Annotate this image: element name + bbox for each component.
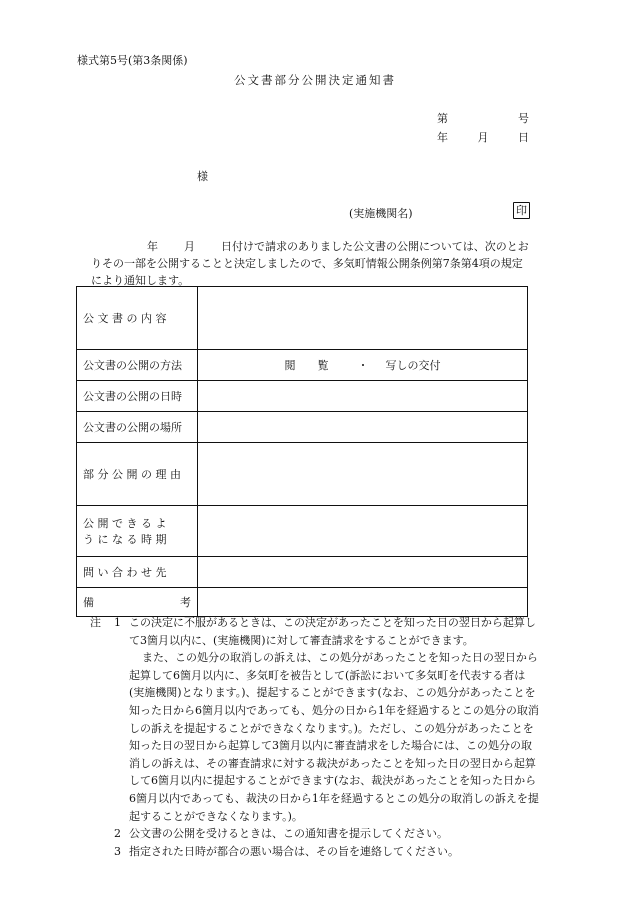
note-1-paragraph-2: また、この処分の取消しの訴えは、この処分があったことを知った日の翌日から起算して6箇月以内に、多気町を被告として(訴訟において多気町を代表する者は(実施機関)となります。)、提起することができます(なお、この処分があったことを知った日から6箇月以内であっても、処分の日から1年を経過するとこの処分の取消しの訴えを提起することができなくなります。)。ただし、この処分があったことを知った日の翌日から起算して3箇月以内に審査請求をした場合には、この処分の取消しの訴えは、その審査請求に対する裁決があったことを知った日の翌日から起算して6箇月以内に提起することができます(なお、裁決があったことを知った日から6箇月以内であっても、裁決の日から1年を経過するとこの処分の取消しの訴えを提起することができなくなります。)。	[129, 651, 539, 823]
number-go: 号	[518, 112, 529, 125]
method-copy: 写しの交付	[385, 359, 441, 372]
row-value-content	[198, 287, 528, 350]
number-dai: 第	[437, 112, 448, 125]
agency-label: (実施機関名)	[349, 207, 413, 220]
note-3-number: 3	[114, 844, 121, 858]
table-row	[77, 443, 528, 506]
notes-prefix: 注	[90, 616, 101, 629]
notes-section	[90, 614, 540, 860]
label-line-2: う に な る 時 期	[83, 533, 167, 546]
method-viewing: 閲 覧	[284, 359, 329, 372]
date-day: 日	[518, 131, 529, 144]
table-row	[77, 557, 528, 588]
notice-table	[76, 286, 528, 617]
seal-mark: 印	[513, 202, 530, 219]
row-value-datetime	[198, 381, 528, 412]
row-value-method	[198, 350, 528, 381]
remarks-char-2: 考	[180, 596, 191, 609]
row-value-place	[198, 412, 528, 443]
row-label-remarks	[77, 588, 198, 617]
table-row	[77, 287, 528, 350]
note-3	[90, 843, 540, 861]
document-date	[437, 129, 529, 145]
intro-line-2: りその一部を公開することと決定しましたので、多気町情報公開条例第7条第4項の規定	[91, 257, 523, 270]
row-value-contact	[198, 557, 528, 588]
intro-year: 年	[147, 240, 158, 253]
row-label-content: 公 文 書 の 内 容	[77, 287, 198, 350]
note-1-paragraph-1: この決定に不服があるときは、この決定があったことを知った日の翌日から起算して3箇月以内に、(実施機関)に対して審査請求をすることができます。	[129, 616, 536, 647]
row-value-disclosure-period	[198, 506, 528, 557]
date-year: 年	[437, 131, 448, 144]
row-label-contact: 問 い 合 わ せ 先	[77, 557, 198, 588]
note-2	[90, 825, 540, 843]
note-2-number: 2	[114, 827, 121, 841]
row-value-reason	[198, 443, 528, 506]
document-title: 公文書部分公開決定通知書	[234, 73, 396, 87]
method-separator: ・	[357, 359, 369, 372]
document-number	[437, 110, 529, 126]
note-2-text: 公文書の公開を受けるときは、この通知書を提示してください。	[129, 827, 448, 841]
row-label-datetime: 公文書の公開の日時	[77, 381, 198, 412]
label-line-1: 公 開 で き る よ	[83, 517, 167, 530]
row-value-remarks	[198, 588, 528, 617]
addressee-suffix: 様	[197, 170, 208, 183]
date-month: 月	[477, 131, 489, 144]
remarks-char-1: 備	[83, 596, 94, 609]
intro-line-1	[91, 238, 535, 255]
note-1	[90, 614, 540, 825]
note-1-number: 1	[114, 616, 121, 629]
table-row	[77, 381, 528, 412]
table-row	[77, 506, 528, 557]
row-label-place: 公文書の公開の場所	[77, 412, 198, 443]
row-label-reason: 部 分 公 開 の 理 由	[77, 443, 198, 506]
intro-paragraph	[91, 238, 535, 289]
row-label-method: 公文書の公開の方法	[77, 350, 198, 381]
table-row	[77, 588, 528, 617]
row-label-disclosure-period	[77, 506, 198, 557]
intro-line-1-text: 日付けで請求のありました公文書の公開については、次のとお	[221, 240, 529, 253]
intro-month: 月	[184, 240, 195, 253]
table-row	[77, 350, 528, 381]
form-number: 様式第5号(第3条関係)	[77, 54, 188, 67]
table-row	[77, 412, 528, 443]
intro-line-3: により通知します。	[91, 274, 190, 287]
note-3-text: 指定された日時が都合の悪い場合は、その旨を連絡してください。	[129, 844, 459, 858]
